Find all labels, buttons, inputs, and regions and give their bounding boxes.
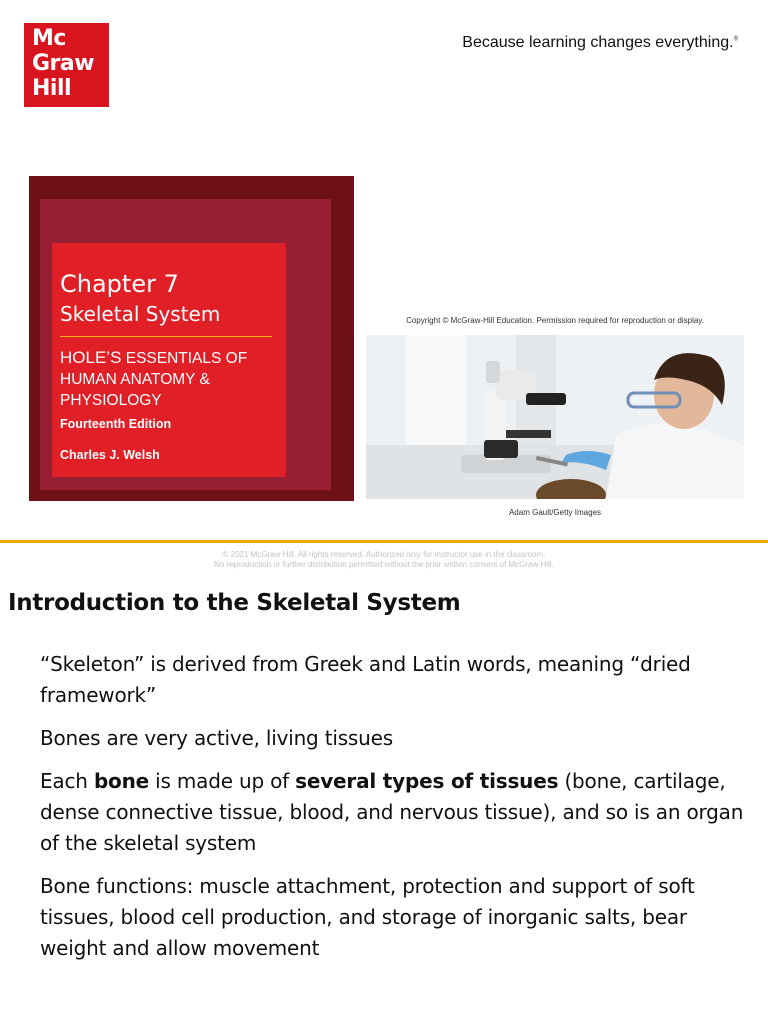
- book-cover-panel: [52, 243, 286, 477]
- bullet-4: Bone functions: muscle attachment, protection and support of soft tissues, blood cell production, and storage of inorganic salts, bear weight and allow movement: [40, 874, 695, 960]
- registered-mark: ®: [733, 36, 738, 43]
- bullet-list: [40, 649, 745, 976]
- book-edition: Fourteenth Edition: [60, 417, 172, 431]
- tagline-text: Because learning changes everything.: [462, 34, 734, 51]
- mcgraw-hill-logo: [24, 23, 109, 107]
- logo-line-2: Graw: [32, 51, 95, 76]
- book-title-rest: ESSENTIALS OF HUMAN ANATOMY & PHYSIOLOGY: [60, 350, 248, 409]
- cover-divider: [60, 336, 272, 337]
- logo-line-3: Hill: [32, 76, 72, 101]
- photo-credit: Adam Gault/Getty Images: [508, 508, 602, 517]
- bullet-3-text-a: Each: [40, 769, 94, 793]
- copyright-footer: [0, 550, 768, 570]
- photo-copyright: Copyright © McGraw-Hill Education. Permission required for reproduction or display.: [406, 316, 704, 325]
- bullet-2: Bones are very active, living tissues: [40, 726, 393, 750]
- lab-photo: [366, 335, 744, 499]
- bullet-3-bold-tissues: several types of tissues: [295, 769, 559, 793]
- bullet-1: “Skeleton” is derived from Greek and Latin words, meaning “dried framework”: [40, 652, 691, 707]
- book-author: Charles J. Welsh: [60, 448, 160, 462]
- divider-rule: [0, 540, 768, 543]
- footer-line-2: No reproduction or further distribution permitted without the prior written consent of McGraw Hill.: [214, 560, 554, 569]
- footer-line-1: © 2021 McGraw Hill. All rights reserved. Authorized only for instructor use in the classroom.: [222, 550, 546, 559]
- slide-title: Introduction to the Skeletal System: [8, 590, 461, 616]
- bullet-3-text-b: is made up of: [149, 769, 296, 793]
- lab-scientist-illustration: [366, 335, 744, 499]
- chapter-number: Chapter 7: [60, 270, 179, 298]
- book-title-lead: HOLE’S: [60, 348, 122, 367]
- logo-line-1: Mc: [32, 26, 66, 51]
- bullet-3: [40, 766, 745, 859]
- chapter-subject: Skeletal System: [60, 302, 221, 326]
- book-title: [60, 347, 278, 411]
- bullet-3-text-c: (bone, cartilage, dense connective tissue, blood, and nervous tissue), and so is an organ of the skeletal system: [40, 769, 744, 855]
- bullet-3-bold-bone: bone: [93, 769, 149, 793]
- tagline: [462, 34, 738, 52]
